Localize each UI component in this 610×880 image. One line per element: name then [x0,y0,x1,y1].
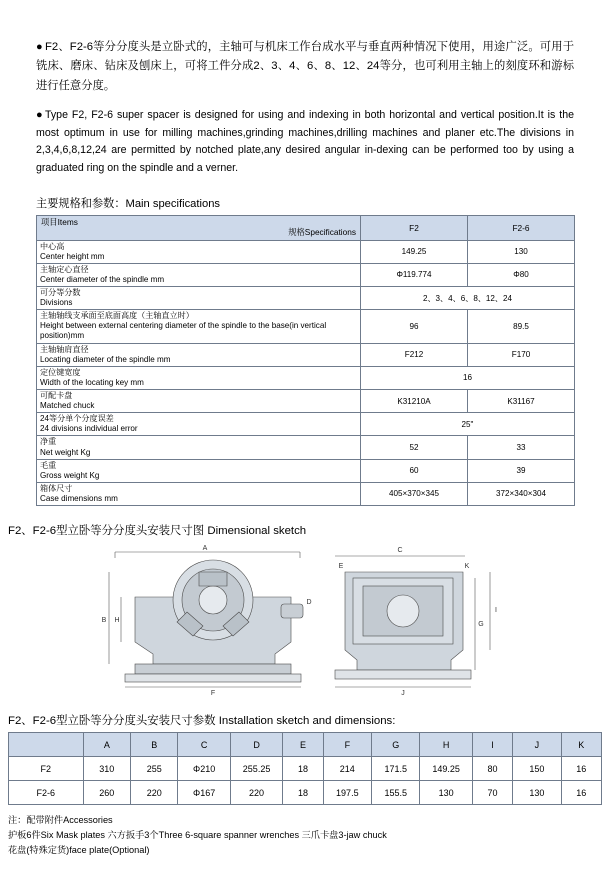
notes-line-3: 花盘(特殊定货)face plate(Optional) [8,845,150,856]
spec-item-en: Matched chuck [40,401,95,411]
svg-text:G: G [478,621,484,629]
inst-cell: 220 [131,781,178,805]
intro-chinese-text: F2、F2-6等分分度头是立卧式的，主轴可与机床工作台成水平与垂直两种情况下使用，用途广泛。可用于铣床、磨床、钻床及刨床上，可将工件分成2、3、4、6、8、12、24等分，也可利用主轴上的刻度环和游标进行任意分度。 [36,41,574,92]
spec-value-f26: 372×340×304 [468,482,575,505]
installation-section-title: F2、F2-6型立卧等分分度头安装尺寸参数 Installation sketch and dimensions: [8,715,396,728]
table-row [37,413,575,436]
inst-cell: 155.5 [372,781,420,805]
spec-value-f2: 149.25 [361,240,468,263]
intro-english-text: Type F2, F2-6 super spacer is designed for using and indexing in both horizontal and vertical position.It is the most optimum in use for milling machines,grinding machines,drilling machines and planer etc.The divisions in 2,3,4,6,8,12,24 are permitted by notched plate,any desired angular in-dexing can be performed too by using a graduated ring on the spindle and a verner. [36,109,574,174]
dimensional-sketch-title: F2、F2-6型立卧等分分度头安装尺寸图 Dimensional sketch [8,525,307,538]
spec-item-en: Net weight Kg [40,447,91,457]
inst-cell: 130 [420,781,472,805]
inst-cell: 220 [230,781,282,805]
dimensional-sketch-drawing [0,542,610,702]
table-row [37,263,575,286]
inst-cell: 150 [513,757,561,781]
table-row [37,310,575,343]
spec-item-cell [37,366,361,389]
spec-value-f2: 52 [361,436,468,459]
svg-text:E: E [338,563,344,571]
spec-item-cn: 可配卡盘 [40,391,73,400]
table-row [37,436,575,459]
inst-cell: 310 [83,757,130,781]
bullet-icon: ● [36,41,43,53]
inst-cell: 18 [283,757,323,781]
inst-cell: 130 [513,781,561,805]
spec-item-en: Divisions [40,298,73,308]
table-row [37,390,575,413]
table-row [9,757,602,781]
spec-item-en: Center height mm [40,251,105,261]
inst-cell: 171.5 [372,757,420,781]
spec-value-f2: K31210A [361,390,468,413]
document-page [0,38,610,880]
inst-header-b: B [131,733,178,757]
spec-item-cn: 24等分单个分度误差 [40,414,114,424]
table-row [37,343,575,366]
inst-cell: 149.25 [420,757,472,781]
table-row [9,781,602,805]
spec-value-f2: Φ119.774 [361,263,468,286]
spec-item-en: Height between external centering diameter of the spindle to the base(in vertical position)mm [40,321,327,341]
installation-dimensions-table [8,732,602,805]
svg-text:C: C [397,547,403,555]
inst-header-j: J [513,733,561,757]
spec-value-f26: F170 [468,343,575,366]
inst-cell: 16 [561,781,601,805]
spec-value-f2: 96 [361,310,468,343]
spec-item-en: 24 divisions individual error [40,424,138,434]
svg-text:D: D [306,599,312,607]
spec-header-items [37,215,361,240]
spec-value-f2: F212 [361,343,468,366]
spec-value-f26: 39 [468,459,575,482]
inst-header-k: K [561,733,601,757]
intro-chinese-paragraph [36,38,574,96]
spec-item-cell [37,287,361,310]
table-header-row [9,733,602,757]
svg-text:I: I [495,607,497,615]
svg-text:K: K [464,563,470,571]
inst-header-h: H [420,733,472,757]
inst-header-f: F [323,733,371,757]
spec-value-f2: 405×370×345 [361,482,468,505]
inst-cell: 70 [472,781,512,805]
inst-header-d: D [230,733,282,757]
table-header-row [37,215,575,240]
spec-item-en: Case dimensions mm [40,493,118,503]
spec-section-title: 主要规格和参数：Main specifications [36,197,221,210]
bullet-icon-2: ● [36,109,43,122]
notes-line-1: 注：配带附件Accessories [8,815,113,826]
spec-item-cell [37,310,361,343]
inst-header-a: A [83,733,130,757]
spec-item-cn: 中心高 [40,241,65,251]
intro-english-paragraph [36,106,574,177]
spec-value-span: 25" [361,413,575,436]
spec-item-cn: 箱体尺寸 [40,483,73,493]
spec-value-f26: 130 [468,240,575,263]
spec-item-cn: 毛重 [40,460,57,470]
table-row [37,287,575,310]
spec-item-cell [37,390,361,413]
svg-text:J: J [401,690,405,698]
intro-block [36,38,574,178]
spec-value-f2: 60 [361,459,468,482]
notes-line-2: 护板6件Six Mask plates 六方扳手3个Three 6-square spanner wrenches 三爪卡盘3-jaw chuck [8,830,387,841]
spec-value-f26: 33 [468,436,575,459]
sketch-svg [95,542,515,697]
spec-item-en: Locating diameter of the spindle mm [40,354,171,364]
inst-cell: 197.5 [323,781,371,805]
specifications-table [36,215,575,507]
inst-header-c: C [178,733,230,757]
svg-text:H: H [114,617,120,625]
spec-item-cell [37,436,361,459]
inst-cell: 260 [83,781,130,805]
table-row [37,482,575,505]
spec-value-span: 16 [361,366,575,389]
spec-item-cell [37,413,361,436]
spec-value-f26: Φ80 [468,263,575,286]
inst-cell: 18 [283,781,323,805]
spec-item-cn: 主轴轴线支承面至底面高度（主轴直立时） [40,311,194,321]
spec-item-cn: 主轴定心直径 [40,264,89,274]
inst-cell: 255 [131,757,178,781]
spec-item-cn: 定位键宽度 [40,367,81,377]
svg-text:B: B [101,617,107,625]
inst-header-g: G [372,733,420,757]
spec-item-cn: 主轴轴肩直径 [40,344,89,354]
spec-header-col-f26: F2-6 [468,215,575,240]
inst-row-name: F2-6 [9,781,84,805]
spec-item-cell [37,482,361,505]
spec-item-en: Center diameter of the spindle mm [40,274,165,284]
inst-cell: 80 [472,757,512,781]
inst-header-blank [9,733,84,757]
inst-header-e: E [283,733,323,757]
spec-item-cn: 净重 [40,437,57,447]
spec-header-item-label: 项目Items [41,216,78,227]
inst-cell: 255.25 [230,757,282,781]
spec-item-cell [37,240,361,263]
inst-cell: Φ210 [178,757,230,781]
table-row [37,240,575,263]
table-row [37,366,575,389]
accessories-notes [8,813,602,859]
table-row [37,459,575,482]
spec-item-en: Width of the locating key mm [40,377,144,387]
svg-text:A: A [202,545,208,553]
spec-value-f26: 89.5 [468,310,575,343]
spec-value-span: 2、3、4、6、8、12、24 [361,287,575,310]
inst-cell: 214 [323,757,371,781]
spec-header-spec-label: 规格Specifications [288,226,356,237]
spec-value-f26: K31167 [468,390,575,413]
spec-item-en: Gross weight Kg [40,470,100,480]
inst-header-i: I [472,733,512,757]
spec-item-cell [37,263,361,286]
spec-item-cn: 可分等分数 [40,288,81,298]
spec-item-cell [37,343,361,366]
spec-item-cell [37,459,361,482]
inst-cell: Φ167 [178,781,230,805]
svg-text:F: F [210,690,216,698]
spec-header-col-f2: F2 [361,215,468,240]
inst-cell: 16 [561,757,601,781]
inst-row-name: F2 [9,757,84,781]
